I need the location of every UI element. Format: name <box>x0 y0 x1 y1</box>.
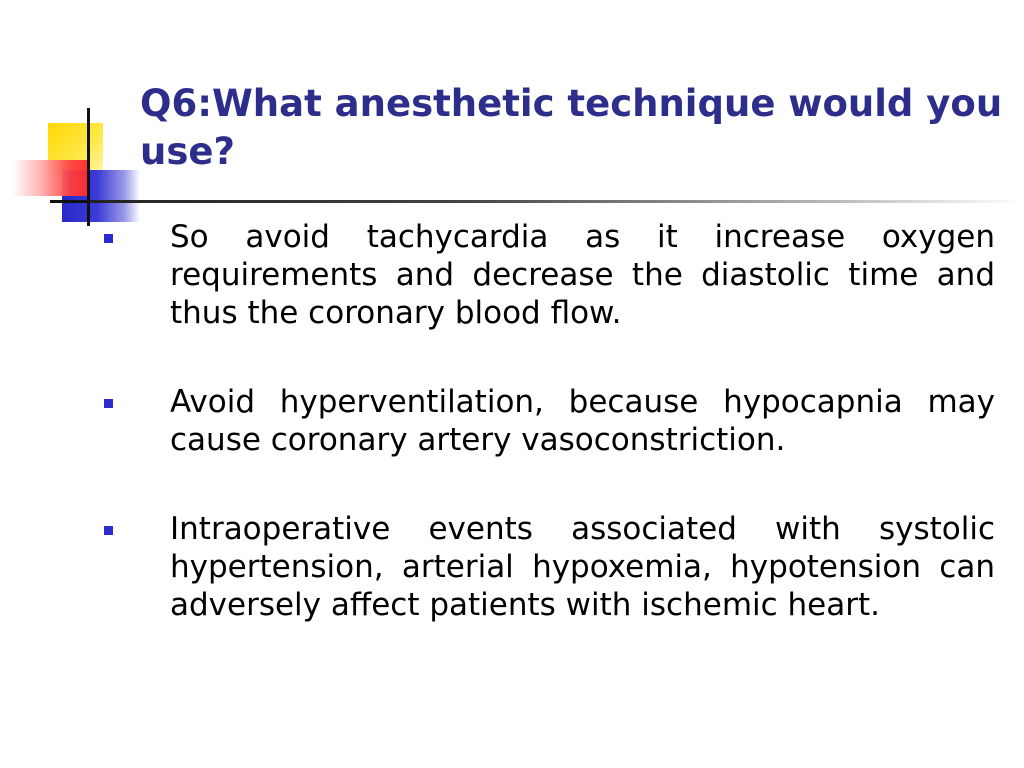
square-bullet-icon <box>104 399 113 408</box>
list-item <box>100 510 995 624</box>
list-item <box>100 218 995 332</box>
slide-title: Q6:What anesthetic technique would you use? <box>140 82 1003 173</box>
bullet-text: Avoid hyperventilation, because hypocapnia may cause coronary artery vasoconstriction. <box>170 384 995 458</box>
square-bullet-icon <box>104 526 113 535</box>
bullet-text: Intraoperative events associated with systolic hypertension, arterial hypoxemia, hypotension can adversely affect patients with ischemic heart. <box>170 511 995 623</box>
square-bullet-icon <box>104 234 113 243</box>
bullet-text: So avoid tachycardia as it increase oxygen requirements and decrease the diastolic time and thus the coronary blood flow. <box>170 219 995 331</box>
red-square-decoration <box>12 160 90 196</box>
title-underline-rule <box>90 200 1024 203</box>
vertical-line-decoration <box>87 108 90 226</box>
bullet-list <box>100 218 995 675</box>
list-item <box>100 383 995 459</box>
decorative-squares-logo <box>0 0 160 240</box>
